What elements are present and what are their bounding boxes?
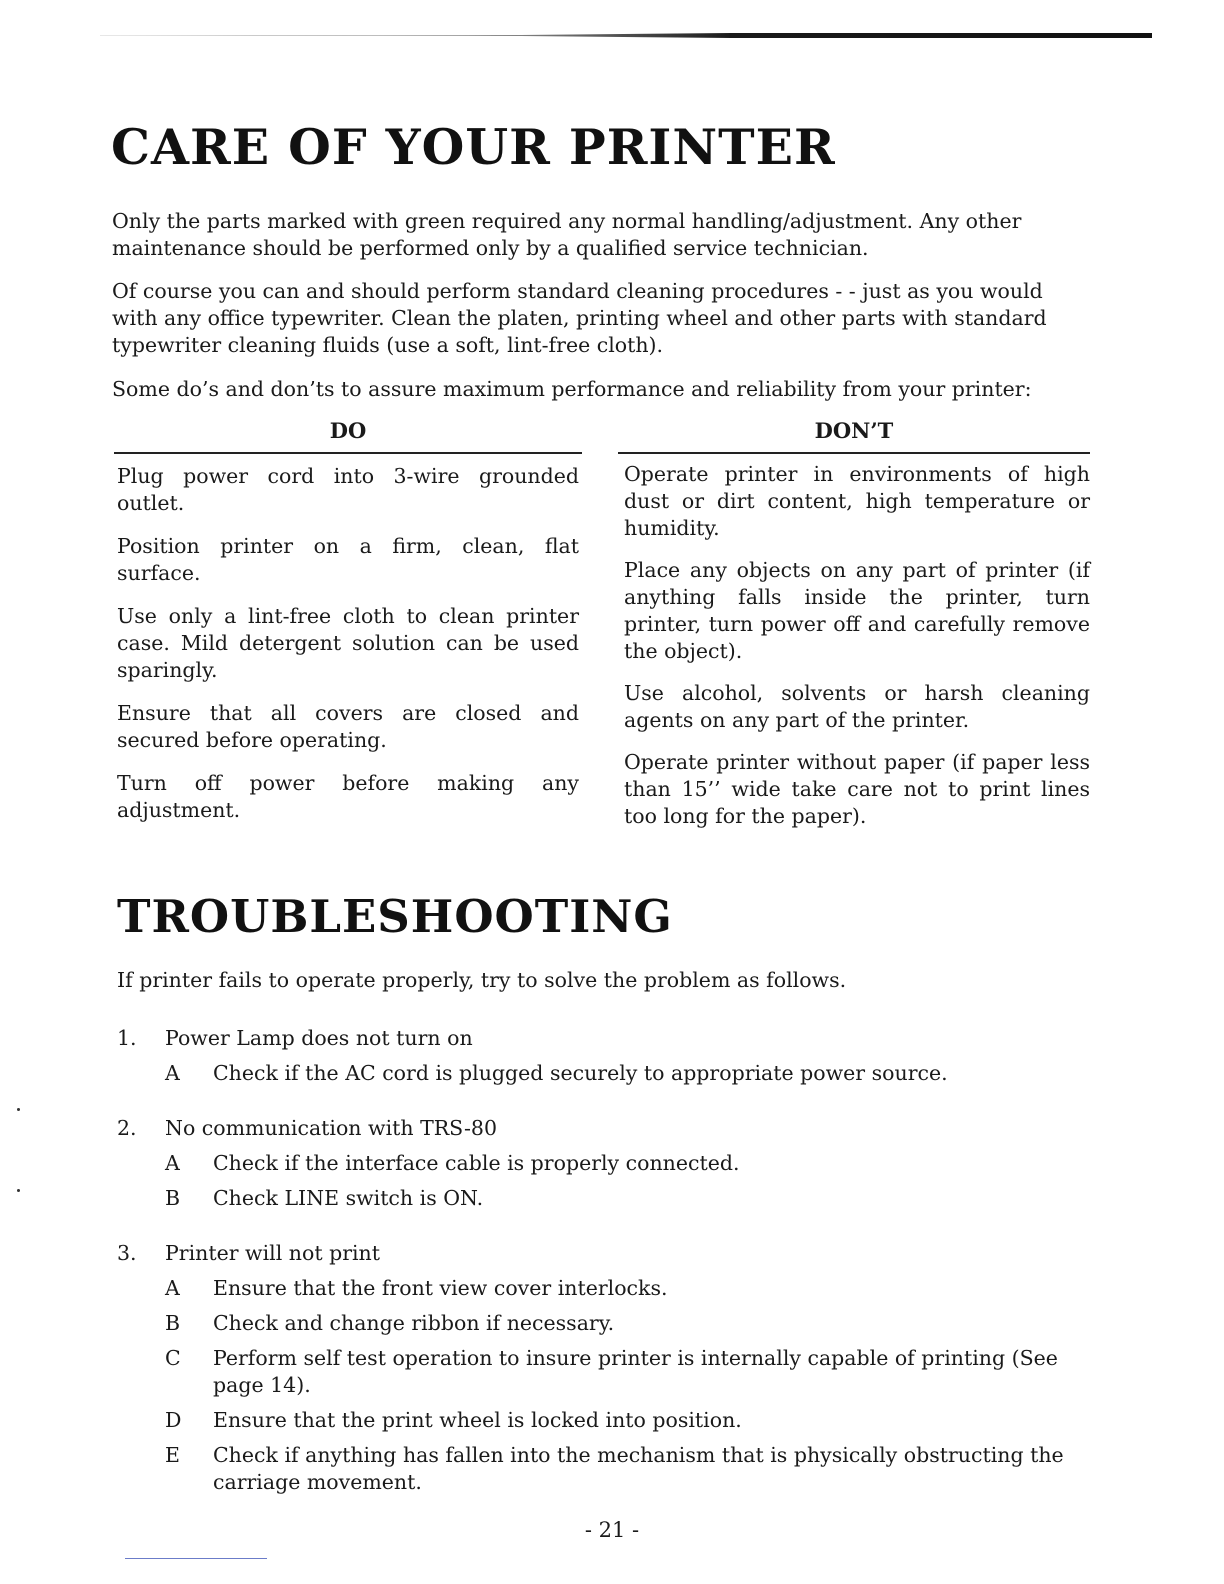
dont-item: Place any objects on any part of printer (if anything falls inside the printer, turn printer, turn power off and carefully remove the object). [624,558,1090,663]
dont-item: Use alcohol, solvents or harsh cleaning agents on any part of the printer. [624,681,1090,732]
step-item [117,1150,1107,1177]
do-list [117,463,579,840]
problem-number: 2. [117,1116,137,1140]
problem-title: No communication with TRS-80 [165,1116,497,1140]
troubleshooting-title: TROUBLESHOOTING [117,890,673,943]
step-item [117,1060,1107,1087]
step-letter: E [165,1443,180,1467]
step-text: Check LINE switch is ON. [213,1186,484,1210]
dont-item: Operate printer in environments of high dust or dirt content, high temperature or humidity. [624,462,1090,540]
step-letter: D [165,1408,182,1432]
step-text: Check and change ribbon if necessary. [213,1311,615,1335]
dont-divider [618,452,1090,454]
care-paragraph-3: Some do’s and don’ts to assure maximum performance and reliability from your printer: [112,377,1032,401]
step-item [117,1442,1107,1496]
problem-2 [117,1115,1107,1220]
dont-list [624,461,1090,845]
bottom-rule [125,1558,267,1559]
step-letter: B [165,1186,181,1210]
step-item [117,1310,1107,1337]
do-item: Use only a lint-free cloth to clean printer case. Mild detergent solution can be used sparingly. [117,604,579,682]
step-item [117,1275,1107,1302]
problem-title: Power Lamp does not turn on [165,1026,473,1050]
care-paragraph-2: Of course you can and should perform standard cleaning procedures - - just as you would with any office typewriter. Clean the platen, printing wheel and other parts with standard typewriter cleaning fluids (use a soft, lint-free cloth). [112,279,1047,357]
step-letter: A [165,1151,180,1175]
do-heading: DO [329,418,367,443]
step-text: Ensure that the front view cover interlocks. [213,1276,668,1300]
step-letter: A [165,1276,180,1300]
care-paragraph-1: Only the parts marked with green required any normal handling/adjustment. Any other maintenance should be performed only by a qualified service technician. [112,209,1022,260]
problem-1 [117,1025,1107,1095]
problem-3 [117,1240,1107,1504]
step-text: Ensure that the print wheel is locked into position. [213,1408,742,1432]
step-letter: C [165,1346,181,1370]
step-item [117,1185,1107,1212]
step-text: Check if the interface cable is properly connected. [213,1151,740,1175]
do-item: Position printer on a firm, clean, flat surface. [117,534,579,585]
margin-mark [17,1189,20,1192]
step-text: Check if the AC cord is plugged securely to appropriate power source. [213,1061,948,1085]
problem-number: 3. [117,1241,137,1265]
top-rule [100,33,1152,38]
do-item: Turn off power before making any adjustment. [117,771,579,822]
do-divider [114,452,582,454]
step-text: Perform self test operation to insure printer is internally capable of printing (See page 14). [213,1346,1058,1397]
dont-item: Operate printer without paper (if paper less than 15’’ wide take care not to print lines too long for the paper). [624,750,1090,828]
page-number: - 21 - [584,1518,640,1542]
step-letter: B [165,1311,181,1335]
step-text: Check if anything has fallen into the mechanism that is physically obstructing the carriage movement. [213,1443,1064,1494]
step-letter: A [165,1061,180,1085]
do-item: Ensure that all covers are closed and secured before operating. [117,701,579,752]
do-item: Plug power cord into 3-wire grounded outlet. [117,464,579,515]
margin-mark [17,1108,20,1111]
care-title: CARE OF YOUR PRINTER [111,118,836,176]
problem-title: Printer will not print [165,1241,380,1265]
step-item [117,1407,1107,1434]
problem-number: 1. [117,1026,137,1050]
troubleshooting-intro: If printer fails to operate properly, try to solve the problem as follows. [117,968,847,992]
step-item [117,1345,1107,1399]
dont-heading: DON’T [814,418,894,443]
